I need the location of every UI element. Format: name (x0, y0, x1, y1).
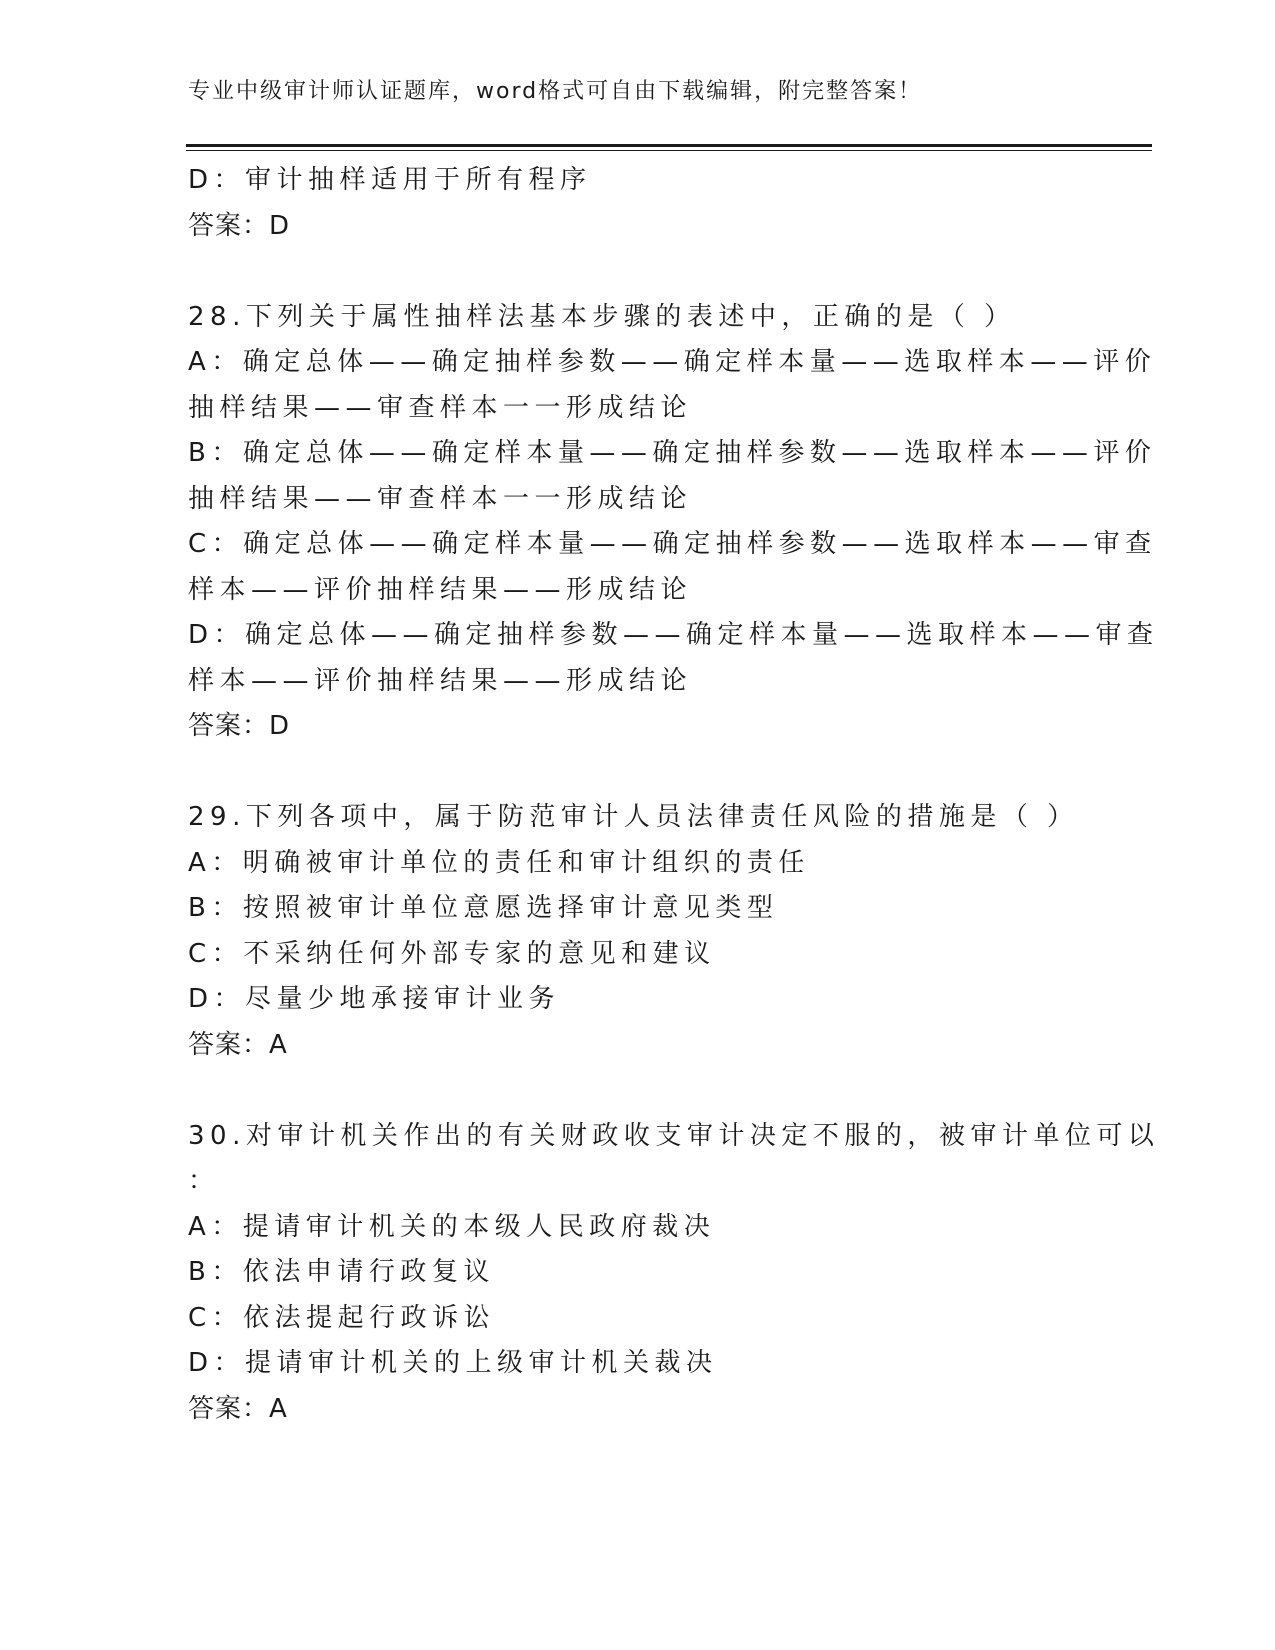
option-line: C：确定总体——确定样本量——确定抽样参数——选取样本——审查 (188, 529, 1157, 559)
header-rule-thin (186, 150, 1152, 151)
spacer (188, 750, 1088, 796)
option-line: B：确定总体——确定样本量——确定抽样参数——选取样本——评价 (188, 438, 1157, 468)
document-body (188, 158, 1160, 1432)
answer-line: 答案：A (188, 1029, 288, 1060)
header-rule-thick (186, 144, 1152, 147)
option-line: A：确定总体——确定抽样参数——确定样本量——选取样本——评价 (188, 347, 1157, 377)
question-28 (188, 295, 1159, 750)
page-header: 专业中级审计师认证题库，word格式可自由下载编辑，附完整答案！ (188, 79, 923, 104)
question-30 (188, 1114, 1160, 1433)
option-line: A：明确被审计单位的责任和审计组织的责任 (188, 847, 810, 878)
question-stem: 30.对审计机关作出的有关财政收支审计决定不服的，被审计单位可以 (188, 1120, 1160, 1151)
option-line: D：尽量少地承接审计业务 (188, 984, 561, 1014)
option-line: D：提请审计机关的上级审计机关裁决 (188, 1348, 718, 1378)
answer-line: 答案：A (188, 1393, 288, 1424)
option-line: B：按照被审计单位意愿选择审计意见类型 (188, 893, 779, 923)
option-line: D：审计抽样适用于所有程序 (188, 165, 592, 195)
question-29 (188, 795, 1088, 1068)
option-line: 样本——评价抽样结果——形成结论 (188, 574, 693, 605)
question-stem-continuation: ： (188, 1166, 220, 1196)
question-27-tail (188, 158, 1088, 249)
spacer (188, 249, 1088, 295)
option-line: 抽样结果——审查样本一一形成结论 (188, 483, 693, 514)
option-line: 样本——评价抽样结果——形成结论 (188, 665, 693, 696)
option-line: D：确定总体——确定抽样参数——确定样本量——选取样本——审查 (188, 620, 1159, 650)
option-line: C：依法提起行政诉讼 (188, 1302, 496, 1333)
answer-line: 答案：D (188, 210, 291, 241)
question-stem: 29.下列各项中，属于防范审计人员法律责任风险的措施是（ ） (188, 802, 1079, 832)
option-line: B：依法申请行政复议 (188, 1257, 495, 1287)
spacer (188, 1068, 1088, 1114)
option-line: A：提请审计机关的本级人民政府裁决 (188, 1211, 716, 1242)
option-line: 抽样结果——审查样本一一形成结论 (188, 392, 693, 423)
question-stem: 28.下列关于属性抽样法基本步骤的表述中，正确的是（ ） (188, 301, 1016, 332)
answer-line: 答案：D (188, 711, 291, 741)
option-line: C：不采纳任何外部专家的意见和建议 (188, 938, 716, 969)
